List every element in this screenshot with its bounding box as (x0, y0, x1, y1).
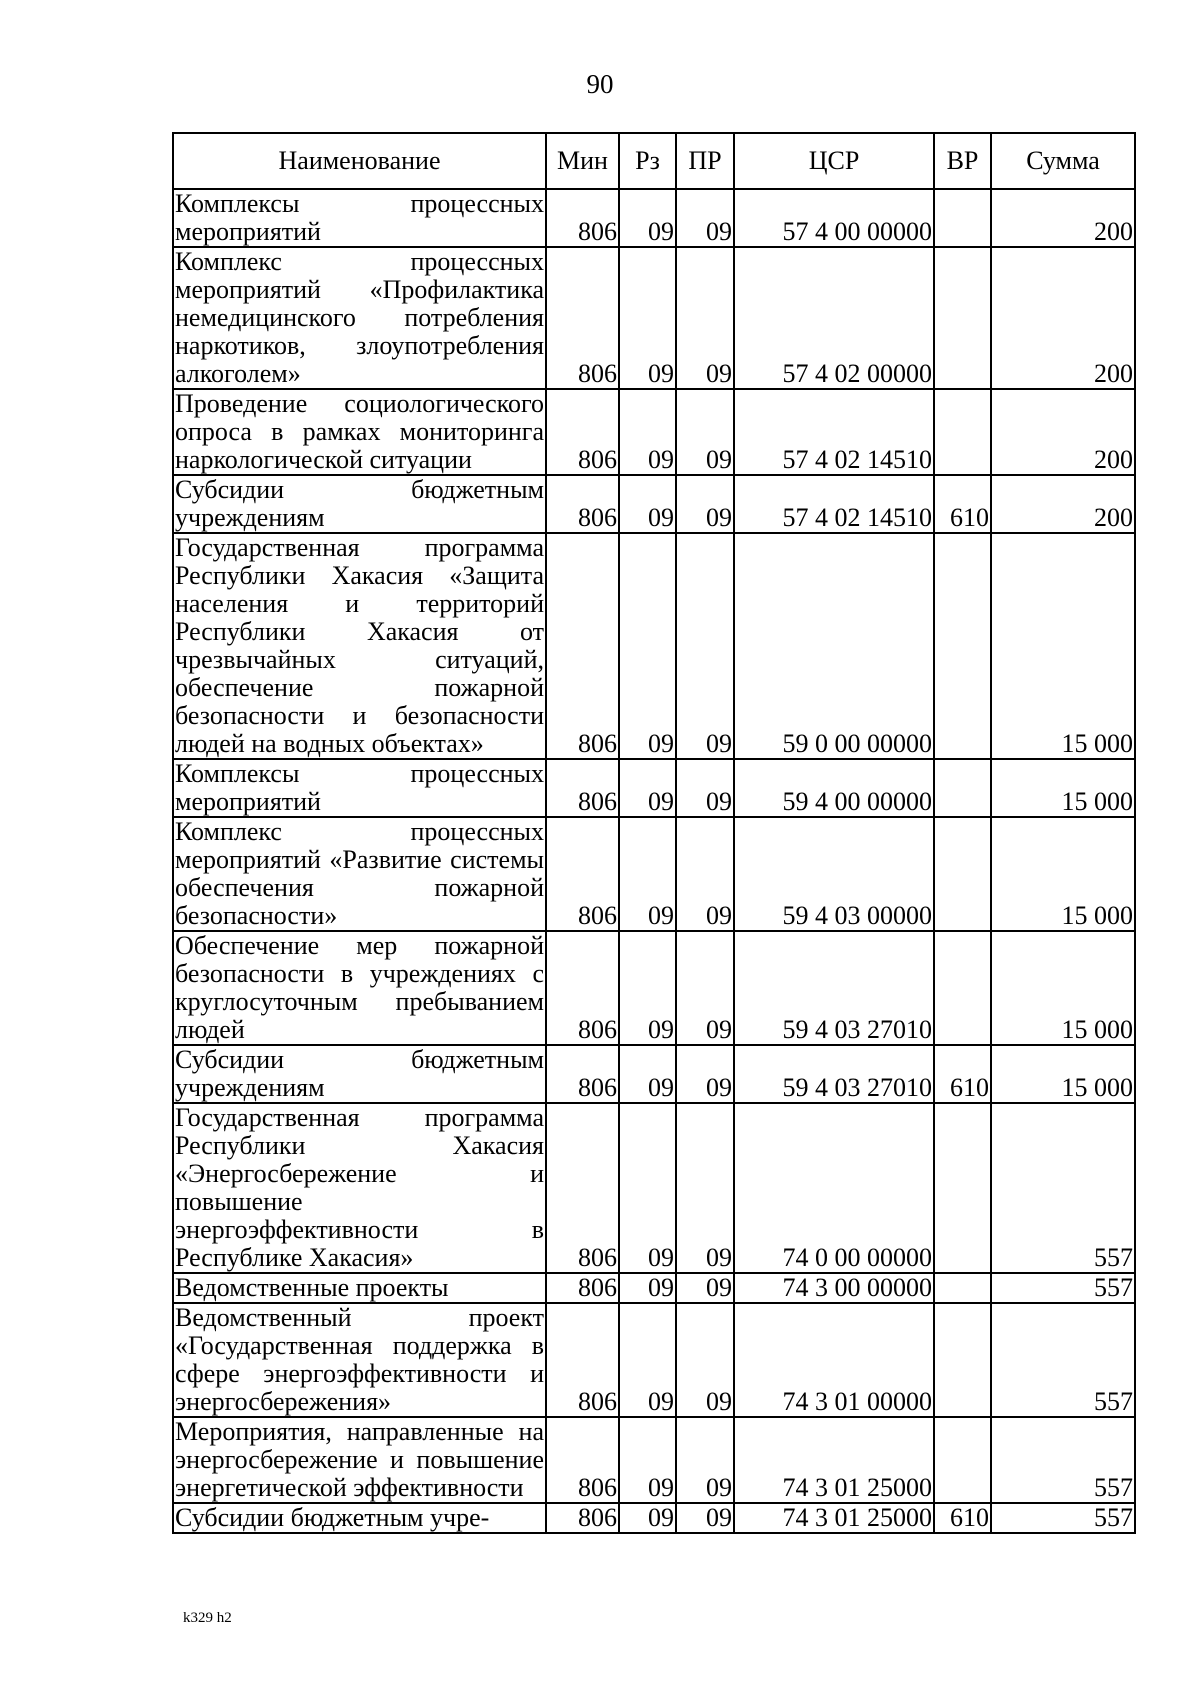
cell-sum: 15 000 (991, 931, 1135, 1045)
cell-min: 806 (546, 247, 619, 389)
cell-pr: 09 (676, 1103, 734, 1273)
cell-name: Субсидии бюджетным учреждениям (175, 475, 544, 532)
cell-name: Ведомственные проекты (173, 1273, 546, 1303)
cell-csr: 59 4 00 00000 (734, 759, 934, 817)
cell-vr (934, 759, 991, 817)
cell-min: 806 (546, 931, 619, 1045)
cell-name: Государственная программа Республики Хакасия «Защита населения и территорий Республики Хакасия от чрезвычайных ситуаций, обеспечение пожарной безопасности и безопасности людей на водных объектах» (175, 533, 544, 758)
cell-csr: 57 4 00 00000 (734, 189, 934, 247)
cell-min: 806 (546, 533, 619, 759)
cell-rz: 09 (619, 1273, 676, 1303)
cell-min: 806 (546, 1417, 619, 1503)
cell-rz: 09 (619, 475, 676, 533)
cell-pr: 09 (676, 533, 734, 759)
cell-rz: 09 (619, 817, 676, 931)
cell-rz: 09 (619, 1303, 676, 1417)
footer-code: k329 h2 (183, 1610, 232, 1626)
cell-name: Комплекс процессных мероприятий «Профилактика немедицинского потребления наркотиков, злоупотребления алкоголем» (175, 247, 544, 388)
cell-rz: 09 (619, 759, 676, 817)
cell-csr: 74 3 01 25000 (734, 1503, 934, 1533)
cell-vr (934, 1303, 991, 1417)
cell-min: 806 (546, 389, 619, 475)
cell-min: 806 (546, 1303, 619, 1417)
cell-rz: 09 (619, 1045, 676, 1103)
cell-pr: 09 (676, 817, 734, 931)
cell-name: Комплекс процессных мероприятий «Развитие системы обеспечения пожарной безопасности» (175, 817, 544, 930)
cell-min: 806 (546, 1503, 619, 1533)
page-number: 90 (586, 69, 614, 99)
cell-sum: 200 (991, 475, 1135, 533)
table-row (173, 247, 1135, 389)
table-row (173, 817, 1135, 931)
cell-pr: 09 (676, 759, 734, 817)
cell-sum: 200 (991, 389, 1135, 475)
cell-name: Комплексы процессных мероприятий (175, 759, 544, 816)
header-csr: ЦСР (734, 133, 934, 189)
cell-vr (934, 189, 991, 247)
cell-csr: 74 3 01 00000 (734, 1303, 934, 1417)
cell-rz: 09 (619, 931, 676, 1045)
cell-rz: 09 (619, 1503, 676, 1533)
cell-sum: 15 000 (991, 759, 1135, 817)
cell-csr: 57 4 02 00000 (734, 247, 934, 389)
cell-rz: 09 (619, 389, 676, 475)
cell-min: 806 (546, 1103, 619, 1273)
cell-sum: 15 000 (991, 533, 1135, 759)
cell-rz: 09 (619, 189, 676, 247)
header-pr: ПР (676, 133, 734, 189)
cell-name: Обеспечение мер пожарной безопасности в учреждениях с круглосуточным пребыванием людей (175, 931, 544, 1044)
header-min: Мин (546, 133, 619, 189)
cell-pr: 09 (676, 475, 734, 533)
cell-name: Мероприятия, направленные на энергосбережение и повышение энергетической эффективности (175, 1417, 544, 1502)
table-body (173, 189, 1135, 1533)
cell-pr: 09 (676, 931, 734, 1045)
cell-pr: 09 (676, 1045, 734, 1103)
cell-vr (934, 247, 991, 389)
cell-min: 806 (546, 189, 619, 247)
cell-csr: 59 4 03 27010 (734, 931, 934, 1045)
cell-min: 806 (546, 475, 619, 533)
cell-rz: 09 (619, 1103, 676, 1273)
table-row (173, 533, 1135, 759)
cell-vr (934, 931, 991, 1045)
cell-name: Субсидии бюджетным учреждениям (175, 1045, 544, 1102)
table-row (173, 389, 1135, 475)
cell-rz: 09 (619, 533, 676, 759)
cell-sum: 200 (991, 189, 1135, 247)
table-row (173, 1417, 1135, 1503)
cell-sum: 557 (991, 1303, 1135, 1417)
header-vr: ВР (934, 133, 991, 189)
table-row (173, 1303, 1135, 1417)
cell-pr: 09 (676, 389, 734, 475)
table-row (173, 1103, 1135, 1273)
cell-csr: 74 0 00 00000 (734, 1103, 934, 1273)
cell-vr: 610 (934, 1503, 991, 1533)
table-header-row (173, 133, 1135, 189)
cell-csr: 59 4 03 27010 (734, 1045, 934, 1103)
cell-csr: 57 4 02 14510 (734, 389, 934, 475)
table-row (173, 475, 1135, 533)
cell-rz: 09 (619, 1417, 676, 1503)
cell-pr: 09 (676, 1417, 734, 1503)
cell-sum: 557 (991, 1503, 1135, 1533)
cell-vr (934, 533, 991, 759)
cell-sum: 557 (991, 1273, 1135, 1303)
cell-pr: 09 (676, 1503, 734, 1533)
cell-sum: 557 (991, 1417, 1135, 1503)
cell-vr: 610 (934, 1045, 991, 1103)
cell-csr: 74 3 00 00000 (734, 1273, 934, 1303)
cell-pr: 09 (676, 1303, 734, 1417)
cell-vr (934, 817, 991, 931)
table-row (173, 1273, 1135, 1303)
cell-name: Проведение социологического опроса в рамках мониторинга наркологической ситуации (175, 389, 544, 474)
table-row (173, 189, 1135, 247)
cell-min: 806 (546, 817, 619, 931)
cell-csr: 59 4 03 00000 (734, 817, 934, 931)
cell-min: 806 (546, 1273, 619, 1303)
budget-table (172, 132, 1136, 1534)
cell-pr: 09 (676, 1273, 734, 1303)
cell-sum: 15 000 (991, 817, 1135, 931)
cell-name: Субсидии бюджетным учре- (173, 1503, 546, 1533)
cell-pr: 09 (676, 247, 734, 389)
cell-name: Государственная программа Республики Хакасия «Энергосбережение и повышение энергоэффективности в Республике Хакасия» (175, 1103, 544, 1272)
table-row (173, 759, 1135, 817)
header-sum: Сумма (991, 133, 1135, 189)
cell-vr (934, 389, 991, 475)
cell-min: 806 (546, 1045, 619, 1103)
table-row (173, 931, 1135, 1045)
cell-name: Ведомственный проект «Государственная поддержка в сфере энергоэффективности и энергосбережения» (175, 1303, 544, 1416)
cell-sum: 557 (991, 1103, 1135, 1273)
cell-sum: 200 (991, 247, 1135, 389)
cell-vr (934, 1273, 991, 1303)
cell-csr: 74 3 01 25000 (734, 1417, 934, 1503)
cell-vr (934, 1103, 991, 1273)
cell-csr: 59 0 00 00000 (734, 533, 934, 759)
cell-vr (934, 1417, 991, 1503)
table-row (173, 1045, 1135, 1103)
cell-min: 806 (546, 759, 619, 817)
cell-sum: 15 000 (991, 1045, 1135, 1103)
cell-name: Комплексы процессных мероприятий (175, 189, 544, 246)
cell-rz: 09 (619, 247, 676, 389)
header-name: Наименование (173, 133, 546, 189)
header-rz: Рз (619, 133, 676, 189)
table-row (173, 1503, 1135, 1533)
cell-csr: 57 4 02 14510 (734, 475, 934, 533)
cell-vr: 610 (934, 475, 991, 533)
cell-pr: 09 (676, 189, 734, 247)
